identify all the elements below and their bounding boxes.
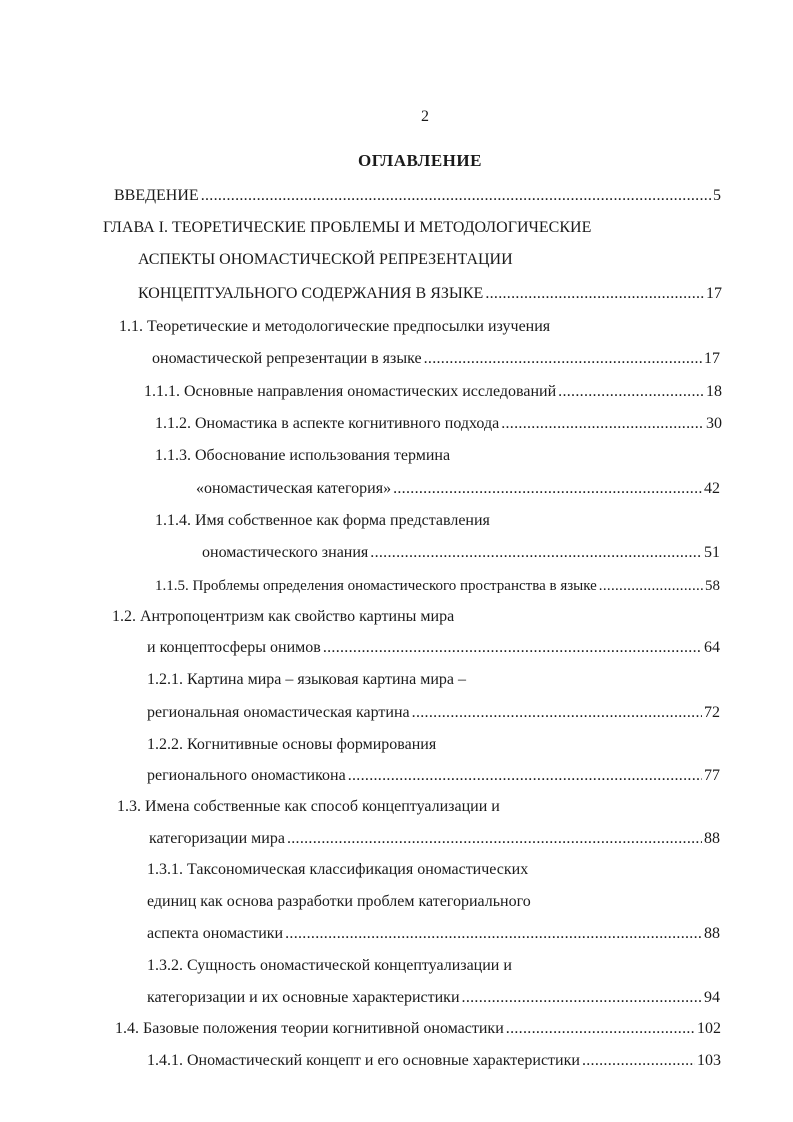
toc-entry-title: регионального ономастикона <box>147 767 346 784</box>
leader-dots <box>201 186 711 206</box>
toc-entry-1-1-5[interactable] <box>155 576 720 596</box>
toc-entry-title: ономастического знания <box>202 544 369 561</box>
leader-dots <box>412 703 702 723</box>
leader-dots <box>370 543 702 563</box>
toc-entry-page: 58 <box>705 578 720 594</box>
toc-entry-page: 64 <box>704 639 720 656</box>
toc-subsection-line[interactable]: 1.2.2. Когнитивные основы формирования <box>147 736 437 753</box>
toc-entry-1-3-1[interactable] <box>147 924 720 944</box>
leader-dots <box>348 766 702 786</box>
toc-subsection-line[interactable]: 1.2.1. Картина мира – языковая картина мира – <box>147 671 466 688</box>
toc-entry-page: 103 <box>697 1052 721 1069</box>
toc-subsection-line[interactable]: 1.3.2. Сущность ономастической концептуализации и <box>147 957 512 974</box>
toc-section-line[interactable]: 1.3. Имена собственные как способ концептуализации и <box>117 798 500 815</box>
toc-entry-1-1-1[interactable] <box>144 382 722 402</box>
toc-entry-1-1[interactable] <box>152 349 720 369</box>
toc-entry-title: 1.4.1. Ономастический концепт и его основные характеристики <box>147 1052 580 1069</box>
toc-chapter-line[interactable]: АСПЕКТЫ ОНОМАСТИЧЕСКОЙ РЕПРЕЗЕНТАЦИИ <box>138 251 513 268</box>
toc-section-line[interactable]: 1.1. Теоретические и методологические предпосылки изучения <box>119 318 551 335</box>
toc-subsection-line[interactable]: 1.3.1. Таксономическая классификация ономастических <box>147 861 529 878</box>
toc-entry-title: категоризации и их основные характеристики <box>147 989 460 1006</box>
toc-entry-page: 18 <box>706 383 722 400</box>
leader-dots <box>462 988 702 1008</box>
toc-entry-1-1-3[interactable] <box>196 479 720 499</box>
toc-entry-page: 88 <box>704 925 720 942</box>
leader-dots <box>485 284 704 304</box>
leader-dots <box>599 576 703 596</box>
toc-entry-page: 72 <box>704 704 720 721</box>
toc-section-line[interactable]: 1.2. Антропоцентризм как свойство картины мира <box>112 608 455 625</box>
toc-entry-1-2-2[interactable] <box>147 766 720 786</box>
leader-dots <box>393 479 702 499</box>
toc-entry-1-2-1[interactable] <box>147 703 720 723</box>
toc-entry-1-4[interactable] <box>115 1019 721 1039</box>
toc-entry-title: «ономастическая категория» <box>196 480 392 497</box>
toc-entry-page: 51 <box>704 544 720 561</box>
toc-entry-page: 102 <box>697 1020 721 1037</box>
toc-entry-1-3-2[interactable] <box>147 988 720 1008</box>
toc-entry-page: 5 <box>713 187 721 204</box>
toc-entry-intro[interactable] <box>114 186 721 206</box>
toc-entry-1-2[interactable] <box>147 638 720 658</box>
toc-entry-page: 42 <box>704 480 720 497</box>
toc-entry-title: 1.1.2. Ономастика в аспекте когнитивного подхода <box>155 415 500 432</box>
toc-entry-title: и концептосферы онимов <box>147 639 321 656</box>
toc-entry-1-1-4[interactable] <box>202 543 720 563</box>
toc-entry-title: 1.1.1. Основные направления ономастических исследований <box>144 383 557 400</box>
toc-subsection-line[interactable]: 1.1.4. Имя собственное как форма представления <box>155 512 490 529</box>
leader-dots <box>501 414 704 434</box>
toc-entry-title: категоризации мира <box>149 830 285 847</box>
toc-entry-title: ономастической репрезентации в языке <box>152 350 422 367</box>
toc-entry-title: 1.1.5. Проблемы определения ономастического пространства в языке <box>155 578 597 594</box>
toc-entry-page: 17 <box>704 350 720 367</box>
toc-entry-page: 88 <box>704 830 720 847</box>
toc-entry-1-1-2[interactable] <box>155 414 722 434</box>
toc-subsection-line[interactable]: единиц как основа разработки проблем категориального <box>147 893 531 910</box>
leader-dots <box>558 382 704 402</box>
leader-dots <box>287 829 702 849</box>
toc-entry-title: аспекта ономастики <box>147 925 284 942</box>
toc-entry-1-4-1[interactable] <box>147 1051 721 1071</box>
toc-entry-ch1[interactable] <box>138 284 722 304</box>
toc-entry-title: КОНЦЕПТУАЛЬНОГО СОДЕРЖАНИЯ В ЯЗЫКЕ <box>138 285 484 302</box>
toc-entry-page: 94 <box>704 989 720 1006</box>
leader-dots <box>323 638 702 658</box>
toc-entry-title: ВВЕДЕНИЕ <box>114 187 199 204</box>
toc-entry-1-3[interactable] <box>149 829 720 849</box>
toc-entry-title: 1.4. Базовые положения теории когнитивной ономастики <box>115 1020 504 1037</box>
toc-heading: ОГЛАВЛЕНИЕ <box>358 151 482 170</box>
toc-entry-page: 77 <box>704 767 720 784</box>
page-number: 2 <box>421 108 429 125</box>
toc-entry-page: 30 <box>706 415 722 432</box>
toc-entry-page: 17 <box>706 285 722 302</box>
leader-dots <box>424 349 702 369</box>
toc-chapter-line[interactable]: ГЛАВА I. ТЕОРЕТИЧЕСКИЕ ПРОБЛЕМЫ И МЕТОДОЛОГИЧЕСКИЕ <box>103 219 592 236</box>
leader-dots <box>285 924 702 944</box>
toc-subsection-line[interactable]: 1.1.3. Обоснование использования термина <box>155 447 451 464</box>
leader-dots <box>582 1051 695 1071</box>
leader-dots <box>506 1019 695 1039</box>
toc-entry-title: региональная ономастическая картина <box>147 704 410 721</box>
